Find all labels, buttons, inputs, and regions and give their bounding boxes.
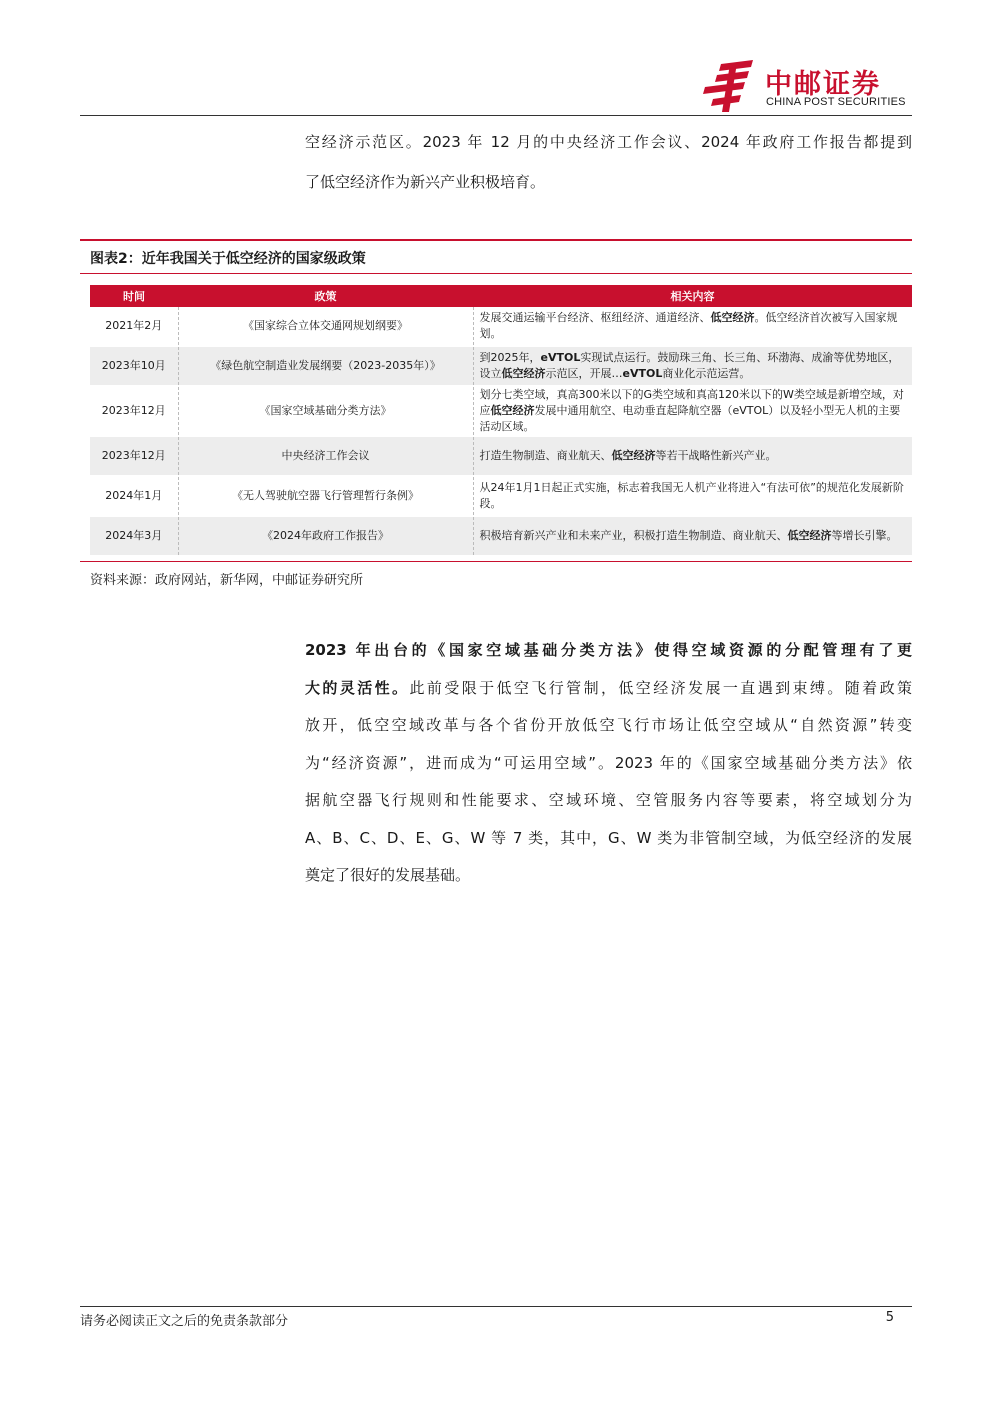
body-line-1: 2023 年出台的《国家空域基础分类方法》使得空域资源的分配管理有了更: [305, 641, 912, 659]
content-keyword: 低空经济: [501, 367, 546, 380]
cell-policy: 《无人驾驶航空器飞行管理暂行条例》: [178, 476, 473, 516]
content-keyword: 低空经济: [490, 404, 535, 417]
cell-content: [473, 476, 912, 516]
body-paragraph: [305, 632, 912, 895]
content-text: 从24年1月1日起正式实施，标志着我国无人机产业将进入“有法可依”的规范化发展新阶段。: [479, 481, 904, 510]
content-text: 发展交通运输平台经济、枢纽经济、通道经济、: [479, 311, 711, 324]
page-number: 5: [885, 1310, 894, 1325]
cell-policy: 《绿色航空制造业发展纲要（2023-2035年）》: [178, 346, 473, 386]
table-row: [90, 307, 912, 346]
body-line-5: 据航空器飞行规则和性能要求、空域环境、空管服务内容等要素，将空域划分为: [305, 791, 912, 809]
body-line-7: 奠定了很好的发展基础。: [305, 866, 471, 884]
china-post-logo-icon: [703, 60, 757, 112]
cell-policy: 《国家综合立体交通网规划纲要》: [178, 307, 473, 346]
content-text: 到2025年，: [479, 351, 541, 364]
content-text: 示范区，开展…: [545, 367, 623, 380]
intro-line-1: 空经济示范区。2023 年 12 月的中央经济工作会议、2024 年政府工作报告都提到: [305, 133, 912, 151]
intro-paragraph: [305, 124, 912, 204]
content-keyword: eVTOL: [540, 351, 581, 364]
content-keyword: 低空经济: [787, 529, 832, 542]
figure-title-rule: [80, 273, 912, 274]
table-row: [90, 346, 912, 386]
brand-logo: [703, 60, 918, 112]
figure-top-rule: [80, 239, 912, 241]
body-line-6: A、B、C、D、E、G、W 等 7 类，其中，G、W 类为非管制空域，为低空经济的发展: [305, 828, 912, 847]
cell-content: [473, 307, 912, 346]
column-header-policy: 政策: [178, 285, 473, 307]
body-line-4: 为“经济资源”，进而成为“可运用空域”。2023 年的《国家空域基础分类方法》依: [305, 753, 912, 772]
figure-bottom-rule: [80, 561, 912, 562]
table-row: [90, 476, 912, 516]
brand-name-cn: 中邮证券: [765, 69, 881, 100]
disclaimer-text: 请务必阅读正文之后的免责条款部分: [80, 1314, 289, 1329]
cell-content: [473, 386, 912, 436]
content-text: 划分七类空域，真高300米以下的G类空域和真高120米以下的W类空域是新增空域，对应: [479, 388, 904, 417]
content-keyword: eVTOL: [622, 367, 663, 380]
cell-time: 2023年12月: [90, 436, 178, 476]
content-text: 实现试点运行。鼓励珠三角、长三角、环渤海、成渝等优势地区，设立: [479, 351, 900, 380]
intro-line-2: 了低空经济作为新兴产业积极培育。: [305, 173, 546, 191]
cell-content: [473, 346, 912, 386]
footer-divider: [80, 1306, 912, 1307]
body-line-3: 放开，低空空域改革与各个省份开放低空飞行市场让低空空域从“自然资源”转变: [305, 716, 912, 734]
cell-content: [473, 516, 912, 556]
content-keyword: 低空经济: [611, 449, 656, 462]
cell-time: 2024年1月: [90, 476, 178, 516]
content-text: 商业化示范运营。: [662, 367, 751, 380]
content-text: 发展中通用航空、电动垂直起降航空器（eVTOL）以及轻小型无人机的主要活动区域。: [479, 404, 901, 433]
content-text: 积极培育新兴产业和未来产业，积极打造生物制造、商业航天、: [479, 529, 788, 542]
table-row: [90, 386, 912, 436]
column-header-time: 时间: [90, 285, 178, 307]
content-text: 。低空经济首次被写入国家规划。: [479, 311, 898, 340]
content-text: 打造生物制造、商业航天、: [479, 449, 612, 462]
cell-policy: 中央经济工作会议: [178, 436, 473, 476]
table-row: [90, 436, 912, 476]
table-row: [90, 516, 912, 556]
cell-content: [473, 436, 912, 476]
brand-name-en: CHINA POST SECURITIES: [766, 96, 906, 108]
cell-policy: 《2024年政府工作报告》: [178, 516, 473, 556]
header-divider: [80, 115, 912, 116]
content-text: 等若干战略性新兴产业。: [655, 449, 777, 462]
figure-title: 图表2：近年我国关于低空经济的国家级政策: [90, 251, 366, 267]
cell-time: 2024年3月: [90, 516, 178, 556]
body-line-2-rest: 此前受限于低空飞行管制，低空经济发展一直遇到束缚。随着政策: [409, 678, 912, 697]
body-line-2: [305, 670, 912, 708]
policy-table: [90, 285, 912, 557]
column-header-content: 相关内容: [473, 285, 912, 307]
content-text: 等增长引擎。: [831, 529, 898, 542]
cell-policy: 《国家空域基础分类方法》: [178, 386, 473, 436]
content-keyword: 低空经济: [710, 311, 755, 324]
cell-time: 2021年2月: [90, 307, 178, 346]
cell-time: 2023年12月: [90, 386, 178, 436]
table-header-row: [90, 285, 912, 307]
cell-time: 2023年10月: [90, 346, 178, 386]
body-line-2-bold: 大的灵活性。: [305, 678, 410, 697]
figure-source: 资料来源：政府网站，新华网，中邮证券研究所: [90, 573, 364, 588]
